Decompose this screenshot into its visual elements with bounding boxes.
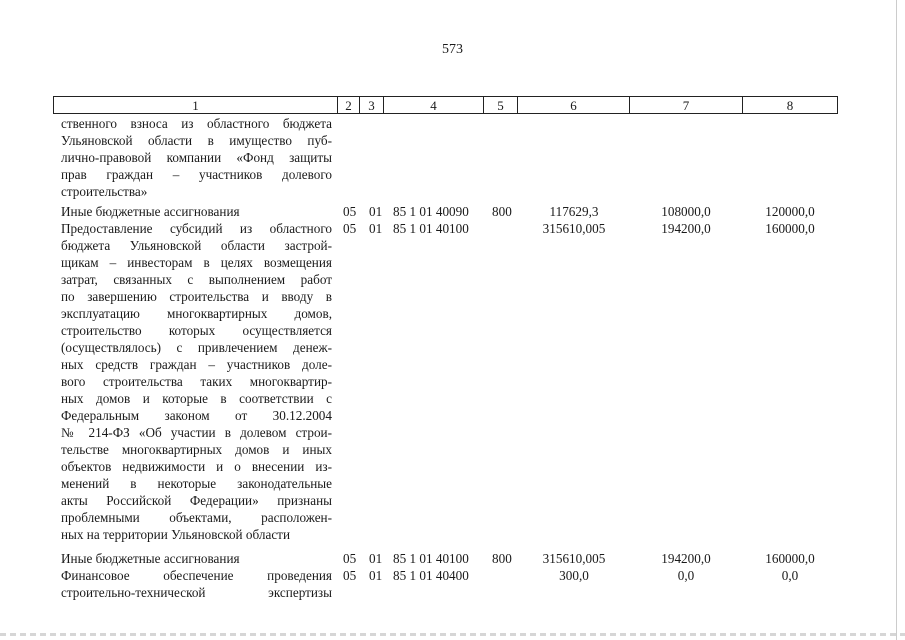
description-line: щикам – инвесторам в целях возмещения [61,255,332,270]
table-header [53,96,838,114]
description-line: № 214-ФЗ «Об участии в долевом строи- [61,425,332,440]
header-col-2: 2 [338,97,360,113]
cell-c2: 05 [343,204,357,219]
description-line: затрат, связанных с выполнением работ [61,272,332,287]
description-line: прав граждан – участников долевого [61,167,332,182]
description-line: Иные бюджетные ассигнования [61,551,240,566]
cell-c2: 05 [343,568,357,583]
description-line: Иные бюджетные ассигнования [61,204,240,219]
row-description [61,220,332,543]
cell-c3: 01 [369,221,383,236]
cell-c8: 120000,0 [765,204,815,219]
row-description [61,115,332,200]
cell-c7: 0,0 [677,568,695,583]
description-line: ных на территории Ульяновской области [61,527,290,542]
header-col-4: 4 [384,97,484,113]
scan-edge-artifact [0,633,905,636]
description-line: строительства» [61,184,148,199]
row-description [61,567,332,601]
description-line: строительство которых осуществляется [61,323,332,338]
cell-c5: 800 [492,551,512,566]
description-line: менений в некоторые законодательные [61,476,332,491]
cell-c3: 01 [369,551,383,566]
description-line: Финансовое обеспечение проведения [61,568,332,583]
cell-c4: 85 1 01 40400 [393,568,469,583]
description-line: ственного взноса из областного бюджета [61,116,332,131]
description-line: ных средств граждан – участников доле- [61,357,332,372]
cell-c7: 194200,0 [661,221,711,236]
cell-c6: 300,0 [559,568,589,583]
description-line: эксплуатацию многоквартирных домов, [61,306,332,321]
header-col-8: 8 [786,98,794,113]
cell-c2: 05 [343,221,357,236]
cell-c4: 85 1 01 40100 [393,221,469,236]
cell-c6: 117629,3 [549,204,599,219]
description-line: ных домов и которые в соответствии с [61,391,332,406]
page-number: 573 [442,42,463,57]
description-line: вого строительства таких многоквартир- [61,374,332,389]
header-col-7: 7 [630,97,743,113]
header-col-1: 1 [54,97,338,113]
cell-c5: 800 [492,204,512,219]
description-line: проблемными объектами, расположен- [61,510,332,525]
description-line: по завершению строительства и вводу в [61,289,332,304]
cell-c3: 01 [369,204,383,219]
description-line: бюджета Ульяновской области застрой- [61,238,332,253]
cell-c8: 160000,0 [765,551,815,566]
description-line: лично-правовой компании «Фонд защиты [61,150,332,165]
description-line: акты Российской Федерации» признаны [61,493,332,508]
cell-c6: 315610,005 [542,221,606,236]
cell-c2: 05 [343,551,357,566]
description-line: тельстве многоквартирных домов и иных [61,442,332,457]
header-col-6: 6 [518,97,630,113]
row-description [61,550,332,567]
description-line: объектов недвижимости и о внесении из- [61,459,332,474]
cell-c4: 85 1 01 40090 [393,204,469,219]
description-line: Ульяновской области в имущество пуб- [61,133,332,148]
cell-c8: 0,0 [781,568,799,583]
header-col-3: 3 [360,97,384,113]
cell-c6: 315610,005 [542,551,606,566]
cell-c7: 194200,0 [661,551,711,566]
scan-margin-line [896,0,897,640]
description-line: Федеральным законом от 30.12.2004 [61,408,332,423]
cell-c8: 160000,0 [765,221,815,236]
cell-c4: 85 1 01 40100 [393,551,469,566]
header-col-5: 5 [484,97,518,113]
description-line: (осуществлялось) с привлечением денеж- [61,340,332,355]
cell-c7: 108000,0 [661,204,711,219]
description-line: Предоставление субсидий из областного [61,221,332,236]
cell-c3: 01 [369,568,383,583]
row-description [61,203,332,220]
description-line: строительно-технической экспертизы [61,585,332,600]
